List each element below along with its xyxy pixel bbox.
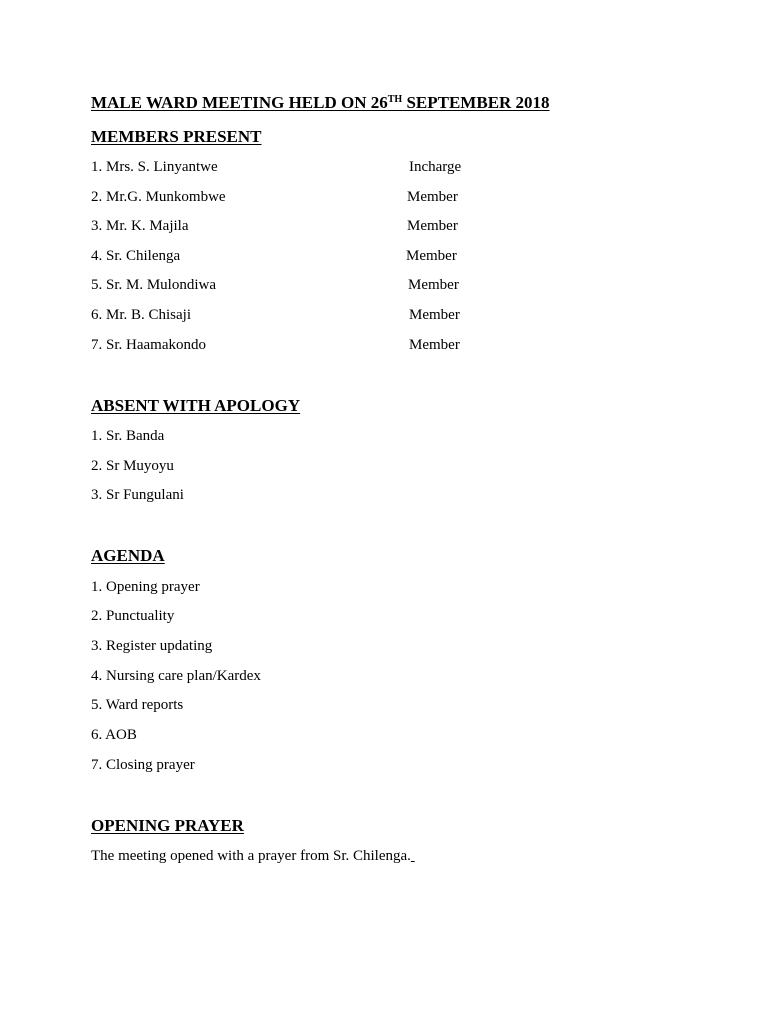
agenda-item: 7. Closing prayer [91, 757, 195, 773]
members-present-heading: MEMBERS PRESENT [91, 127, 262, 146]
member-name: 2. Mr.G. Munkombwe [91, 189, 226, 205]
member-name: 7. Sr. Haamakondo [91, 337, 206, 353]
absent-with-apology-heading: ABSENT WITH APOLOGY [91, 396, 301, 415]
member-role: Member [406, 248, 457, 264]
document-title [91, 93, 550, 113]
member-name: 3. Mr. K. Majila [91, 218, 189, 234]
title-text: MALE WARD MEETING HELD ON 26 [91, 93, 388, 112]
member-role: Member [409, 337, 460, 353]
title-superscript: TH [387, 94, 403, 105]
title-date-suffix: SEPTEMBER 2018 [402, 93, 550, 112]
absent-item: 2. Sr Muyoyu [91, 458, 174, 474]
opening-prayer-paragraph [91, 848, 415, 865]
member-role: Member [407, 218, 458, 234]
member-role: Member [409, 307, 460, 323]
agenda-heading: AGENDA [91, 546, 165, 565]
agenda-item: 1. Opening prayer [91, 579, 200, 595]
member-name: 1. Mrs. S. Linyantwe [91, 159, 218, 175]
member-name: 4. Sr. Chilenga [91, 248, 181, 264]
member-name: 5. Sr. M. Mulondiwa [91, 277, 217, 293]
agenda-item: 4. Nursing care plan/Kardex [91, 668, 261, 684]
opening-prayer-heading: OPENING PRAYER [91, 816, 244, 835]
trailing-space [411, 848, 415, 864]
member-role: Member [408, 277, 459, 293]
absent-item: 1. Sr. Banda [91, 428, 165, 444]
opening-prayer-text: The meeting opened with a prayer from Sr. Chilenga. [91, 848, 411, 864]
member-role: Member [407, 189, 458, 205]
agenda-item: 6. AOB [91, 727, 137, 743]
agenda-item: 5. Ward reports [91, 697, 184, 713]
agenda-item: 3. Register updating [91, 638, 213, 654]
member-name: 6. Mr. B. Chisaji [91, 307, 192, 323]
absent-item: 3. Sr Fungulani [91, 487, 184, 503]
member-role: Incharge [409, 159, 462, 175]
agenda-item: 2. Punctuality [91, 608, 175, 624]
